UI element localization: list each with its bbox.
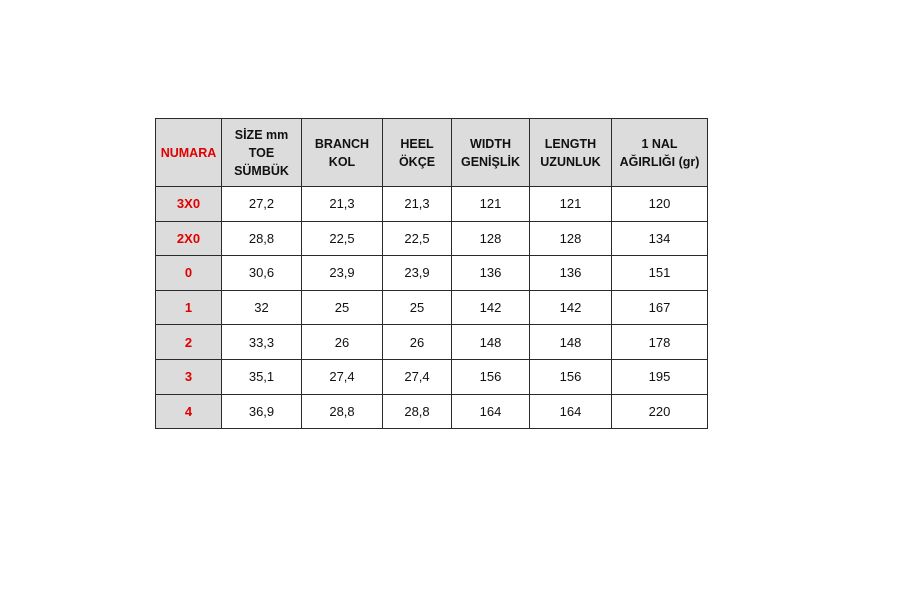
table-row — [156, 290, 708, 325]
size-number-cell: 0 — [156, 256, 222, 291]
header-label: NUMARA — [160, 145, 217, 160]
branch-cell: 26 — [302, 325, 383, 360]
column-header-width — [452, 119, 530, 187]
width-cell: 121 — [452, 187, 530, 222]
width-cell: 136 — [452, 256, 530, 291]
size-mm-cell: 27,2 — [222, 187, 302, 222]
table-row — [156, 359, 708, 394]
header-label: SÜMBÜK — [234, 163, 289, 178]
table-row — [156, 256, 708, 291]
size-mm-cell: 35,1 — [222, 359, 302, 394]
header-label: TOE — [248, 145, 275, 160]
size-number-cell: 4 — [156, 394, 222, 429]
column-header-length — [530, 119, 612, 187]
header-label: ÖKÇE — [398, 154, 436, 169]
size-number-cell: 3X0 — [156, 187, 222, 222]
branch-cell: 22,5 — [302, 221, 383, 256]
header-label: AĞIRLIĞI (gr) — [619, 154, 700, 169]
header-label: KOL — [328, 154, 356, 169]
weight-cell: 178 — [612, 325, 708, 360]
table-row — [156, 187, 708, 222]
header-label: UZUNLUK — [540, 154, 601, 169]
header-label: WIDTH — [470, 136, 511, 151]
table-row — [156, 221, 708, 256]
header-row — [156, 119, 708, 187]
heel-cell: 23,9 — [383, 256, 452, 291]
weight-cell: 120 — [612, 187, 708, 222]
heel-cell: 25 — [383, 290, 452, 325]
size-mm-cell: 33,3 — [222, 325, 302, 360]
length-cell: 128 — [530, 221, 612, 256]
weight-cell: 134 — [612, 221, 708, 256]
size-mm-cell: 28,8 — [222, 221, 302, 256]
heel-cell: 21,3 — [383, 187, 452, 222]
header-label: LENGTH — [544, 136, 597, 151]
width-cell: 148 — [452, 325, 530, 360]
size-mm-cell: 30,6 — [222, 256, 302, 291]
length-cell: 148 — [530, 325, 612, 360]
weight-cell: 167 — [612, 290, 708, 325]
table-row — [156, 325, 708, 360]
size-mm-cell: 36,9 — [222, 394, 302, 429]
branch-cell: 27,4 — [302, 359, 383, 394]
weight-cell: 195 — [612, 359, 708, 394]
column-header-weight — [612, 119, 708, 187]
size-mm-cell: 32 — [222, 290, 302, 325]
size-number-cell: 2X0 — [156, 221, 222, 256]
size-chart-table — [155, 118, 708, 429]
branch-cell: 28,8 — [302, 394, 383, 429]
weight-cell: 151 — [612, 256, 708, 291]
length-cell: 142 — [530, 290, 612, 325]
width-cell: 128 — [452, 221, 530, 256]
column-header-heel — [383, 119, 452, 187]
size-number-cell: 3 — [156, 359, 222, 394]
branch-cell: 25 — [302, 290, 383, 325]
length-cell: 121 — [530, 187, 612, 222]
branch-cell: 21,3 — [302, 187, 383, 222]
column-header-branch — [302, 119, 383, 187]
header-label: SİZE mm — [234, 127, 289, 142]
header-label: 1 NAL — [641, 136, 678, 151]
width-cell: 156 — [452, 359, 530, 394]
heel-cell: 26 — [383, 325, 452, 360]
branch-cell: 23,9 — [302, 256, 383, 291]
column-header-numara — [156, 119, 222, 187]
heel-cell: 22,5 — [383, 221, 452, 256]
header-label: HEEL — [400, 136, 434, 151]
heel-cell: 28,8 — [383, 394, 452, 429]
width-cell: 142 — [452, 290, 530, 325]
header-label: GENİŞLİK — [460, 154, 521, 169]
weight-cell: 220 — [612, 394, 708, 429]
length-cell: 136 — [530, 256, 612, 291]
heel-cell: 27,4 — [383, 359, 452, 394]
size-number-cell: 1 — [156, 290, 222, 325]
size-number-cell: 2 — [156, 325, 222, 360]
length-cell: 164 — [530, 394, 612, 429]
header-label: BRANCH — [314, 136, 370, 151]
length-cell: 156 — [530, 359, 612, 394]
width-cell: 164 — [452, 394, 530, 429]
column-header-size-toe — [222, 119, 302, 187]
table-row — [156, 394, 708, 429]
